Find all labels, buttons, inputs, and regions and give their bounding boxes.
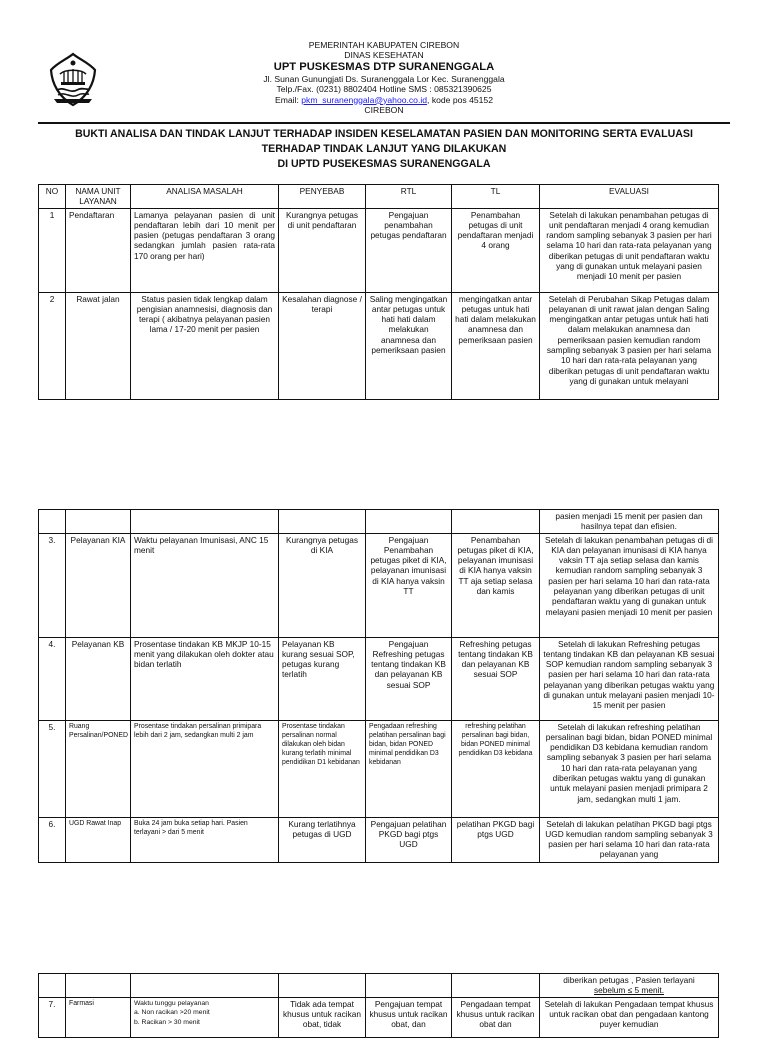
header-penyebab: PENYEBAB (279, 185, 366, 209)
institution-name: UPT PUSKESMAS DTP SURANENGGALA (273, 60, 495, 73)
row-tl: Penambahan petugas di unit pendaftaran menjadi 4 orang (452, 208, 540, 292)
row-unit: Ruang Persalinan/PONED (66, 720, 131, 817)
table-row (39, 208, 719, 292)
row-penyebab: Kurangnya petugas di KIA (279, 533, 366, 637)
row-evaluasi: Setelah di lakukan refreshing pelatihan persalinan bagi bidan, bidan PONED minimal pendidikan D3 kebidana kemudian random sampling sebanyak 3 pasien per hari selama 10 hari dan rata-rata pelayanan yang diberikan petugas waktu yang di gunakan untuk melayani pasien menjadi primipara 2 jam, sedangkan multi 1 jam. (540, 720, 719, 817)
table-row (39, 997, 719, 1037)
row-analisa: Prosentase tindakan KB MKJP 10-15 menit yang dilakukan oleh dokter atau bidan terlatih (131, 637, 279, 720)
analisa-text: Waktu tunggu pelayanan (134, 999, 209, 1007)
table-row (39, 533, 719, 637)
row-tl: Refreshing petugas tentang tindakan KB dan pelayanan KB sesuai SOP (452, 637, 540, 720)
email-link[interactable]: pkm_suranenggala@yahoo.co.id (301, 94, 428, 105)
incident-table-part-3 (38, 973, 719, 1038)
letterhead (0, 40, 768, 118)
phone-line: Telp./Fax. (0231) 8802404 Hotline SMS : 085321390625 (276, 84, 492, 95)
title-line-2: TERHADAP TINDAK LANJUT YANG DILAKUKAN (261, 143, 507, 155)
evaluasi-continued-line-1: diberikan petugas , Pasien terlayani (563, 975, 695, 985)
row-evaluasi-continued: pasien menjadi 15 menit per pasien dan hasilnya tepat dan efisien. (540, 510, 719, 534)
incident-table-part-1 (38, 184, 719, 400)
row-tl: refreshing pelatihan persalinan bagi bidan, bidan PONED minimal pendidikan D3 kebidana (452, 720, 540, 817)
header-no: NO (39, 185, 66, 209)
email-label: Email: (274, 94, 299, 105)
row-rtl: Pengajuan Penambahan petugas piket di KIA, pelayanan imunisasi di KIA hanya vaksin TT (366, 533, 452, 637)
row-no: 4. (39, 637, 66, 720)
row-penyebab: Tidak ada tempat khusus untuk racikan obat, tidak (279, 997, 366, 1037)
row-penyebab: Prosentase tindakan persalinan normal dilakukan oleh bidan kurang terlatih minimal pendidikan D1 kebidanan (279, 720, 366, 817)
document-title (0, 127, 768, 172)
row-evaluasi: Setelah di lakukan penambahan petugas di di KIA dan pelayanan imunisasi di KIA hanya vaksin TT aja setiap selasa dan kamis kemudian random sampling sebanyak 3 pasien per hari selama 10 hari dan rata-rata pelayanan yang diberikan petugas di unit pendaftaran waktu yang di gunakan untuk melayani pasien menjadi 10 menit per pasien (540, 533, 719, 637)
row-rtl: Pengajuan penambahan petugas pendaftaran (366, 208, 452, 292)
row-analisa: Prosentase tindakan persalinan primipara lebih dari 2 jam, sedangkan multi 2 jam (131, 720, 279, 817)
table-row-continuation (39, 510, 719, 534)
list-item: b. Racikan > 30 menit (134, 1018, 200, 1026)
row-rtl: Pengajuan tempat khusus untuk racikan obat, dan (366, 997, 452, 1037)
row-unit: Farmasi (66, 997, 131, 1037)
header-tl: TL (452, 185, 540, 209)
row-rtl: Pengajuan pelatihan PKGD bagi ptgs UGD (366, 817, 452, 862)
analisa-list (134, 1008, 275, 1027)
government-line: PEMERINTAH KABUPATEN CIREBON (308, 40, 460, 50)
row-rtl: Saling mengingatkan antar petugas untuk hati hati dalam melakukan anamnesa dan pemeriksaan pasien (366, 292, 452, 399)
header-rtl: RTL (366, 185, 452, 209)
row-penyebab: Kurangnya petugas di unit pendaftaran (279, 208, 366, 292)
row-evaluasi: Setelah di lakukan Refreshing petugas tentang tindakan KB dan pelayanan KB sesuai SOP kemudian random sampling sebanyak 3 pasien per hari selama 10 hari dan rata-rata pelayanan yang diberikan petugas waktu yang di gunakan untuk melayani pasien menjadi 10-15 menit per pasien (540, 637, 719, 720)
table-header-row (39, 185, 719, 209)
row-analisa: Buka 24 jam buka setiap hari. Pasien terlayani > dari 5 menit (131, 817, 279, 862)
city-line: CIREBON (364, 105, 404, 116)
incident-table-part-2 (38, 509, 719, 863)
row-penyebab: Pelayanan KB kurang sesuai SOP, petugas kurang terlatih (279, 637, 366, 720)
table-row (39, 292, 719, 399)
header-analisa: ANALISA MASALAH (131, 185, 279, 209)
row-unit: UGD Rawat Inap (66, 817, 131, 862)
table-row (39, 637, 719, 720)
postcode: , kode pos 45152 (427, 94, 493, 105)
title-line-3: DI UPTD PUSEKESMAS SURANENGGALA (277, 158, 491, 170)
row-no: 6. (39, 817, 66, 862)
list-item: a. Non racikan >20 menit (134, 1009, 210, 1017)
row-rtl: Pengadaan refreshing pelatihan persalinan bagi bidan, bidan PONED minimal pendidikan D3 kebidanan (366, 720, 452, 817)
row-evaluasi: Setelah di lakukan Pengadaan tempat khusus untuk racikan obat dan pengadaan kantong puyer kemudian (540, 997, 719, 1037)
row-analisa: Lamanya pelayanan pasien di unit pendaftaran lebih dari 10 menit per pasien (petugas pendaftaran 3 orang sedangkan jumlah pasien rata-rata 170 orang per hari) (131, 208, 279, 292)
evaluasi-continued-line-2: sebelum ≤ 5 menit. (593, 985, 665, 996)
letterhead-text (0, 40, 768, 115)
row-evaluasi: Setelah di lakukan penambahan petugas di unit pendaftaran menjadi 4 orang kemudian random sampling sebanyak 3 pasien per hari selama 10 hari dan rata-rata pelayanan yang diberikan petugas di unit pendaftaran waktu yang di gunakan untuk melayani pasien menjadi 10 menit per pasien (540, 208, 719, 292)
row-no: 2 (39, 292, 66, 399)
row-unit: Rawat jalan (66, 292, 131, 399)
row-evaluasi-continued (540, 974, 719, 998)
row-unit: Pelayanan KIA (66, 533, 131, 637)
row-no: 1 (39, 208, 66, 292)
row-unit: Pendaftaran (66, 208, 131, 292)
header-unit: NAMA UNIT LAYANAN (66, 185, 131, 209)
title-line-1: BUKTI ANALISA DAN TINDAK LANJUT TERHADAP INSIDEN KESELAMATAN PASIEN DAN MONITORING SERTA EVALUASI (75, 128, 693, 140)
row-tl: pelatihan PKGD bagi ptgs UGD (452, 817, 540, 862)
row-no: 5. (39, 720, 66, 817)
row-penyebab: Kurang terlatihnya petugas di UGD (279, 817, 366, 862)
row-evaluasi: Setelah di Perubahan Sikap Petugas dalam pelayanan di unit rawat jalan dengan Saling mengingatkan antar petugas untuk hati hati dalam melakukan anamnesa dan pemeriksaan pasien kemudian random sampling sebanyak 3 pasien per hari selama 10 hari dan rata-rata pelayanan yang diberikan petugas di unit pendaftaran waktu yang di gunakan untuk melayani (540, 292, 719, 399)
letterhead-rule (38, 122, 730, 124)
row-no: 3. (39, 533, 66, 637)
row-tl: Penambahan petugas piket di KIA, pelayanan imunisasi di KIA hanya vaksin TT aja setiap selasa dan kamis (452, 533, 540, 637)
email-line (0, 95, 768, 105)
table-row-continuation (39, 974, 719, 998)
department-line: DINAS KESEHATAN (344, 50, 424, 61)
row-no: 7. (39, 997, 66, 1037)
row-tl: mengingatkan antar petugas untuk hati hati dalam melakukan anamnesa dan pemeriksaan pasien (452, 292, 540, 399)
row-evaluasi: Setelah di lakukan pelatihan PKGD bagi ptgs UGD kemudian random sampling sebanyak 3 pasien per hari selama 10 hari dan rata-rata pelayanan yang (540, 817, 719, 862)
row-unit: Pelayanan KB (66, 637, 131, 720)
row-analisa (131, 997, 279, 1037)
row-tl: Pengadaan tempat khusus untuk racikan obat dan (452, 997, 540, 1037)
row-analisa: Waktu pelayanan Imunisasi, ANC 15 menit (131, 533, 279, 637)
row-rtl: Pengajuan Refreshing petugas tentang tindakan KB dan pelayanan KB sesuai SOP (366, 637, 452, 720)
row-penyebab: Kesalahan diagnose / terapi (279, 292, 366, 399)
table-row (39, 817, 719, 862)
header-evaluasi: EVALUASI (540, 185, 719, 209)
row-analisa: Status pasien tidak lengkap dalam pengisian anamnesisi, diagnosis dan terapi ( akibatnya pelayanan pasien lama / 17-20 menit per pasien (131, 292, 279, 399)
table-row (39, 720, 719, 817)
address-line: Jl. Sunan Gunungjati Ds. Suranenggala Lor Kec. Suranenggala (263, 73, 505, 84)
